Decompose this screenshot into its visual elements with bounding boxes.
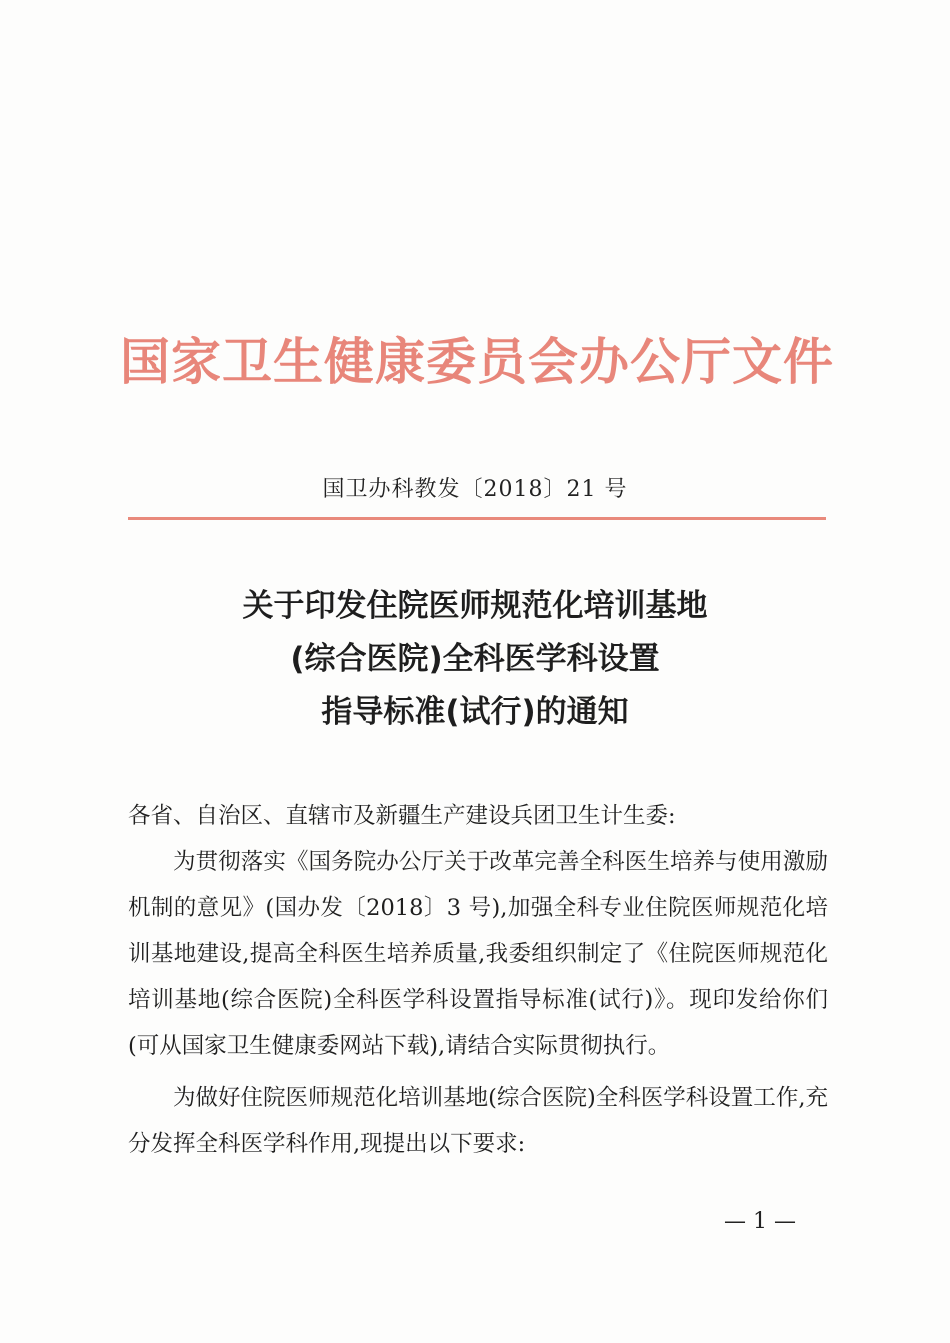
document-title [0,580,950,739]
document-number: 国卫办科教发〔2018〕21 号 [322,477,628,502]
page-number: — 1 — [724,1209,796,1234]
red-divider-line [128,517,826,520]
title-line-3: 指导标准(试行)的通知 [321,694,629,730]
salutation: 各省、自治区、直辖市及新疆生产建设兵团卫生计生委: [128,803,676,829]
document-body [128,793,828,1167]
body-paragraph-2: 为做好住院医师规范化培训基地(综合医院)全科医学科设置工作,充分发挥全科医学科作用,现提出以下要求: [128,1085,828,1157]
issuer-masthead: 国家卫生健康委员会办公厅文件 [120,333,834,391]
title-line-1: 关于印发住院医师规范化培训基地 [242,588,708,624]
body-paragraph-1: 为贯彻落实《国务院办公厅关于改革完善全科医生培养与使用激励机制的意见》(国办发〔2018〕3 号),加强全科专业住院医师规范化培训基地建设,提高全科医生培养质量,我委组织制定了《住院医师规范化培训基地(综合医院)全科医学科设置指导标准(试行)》。现印发给你们(可从国家卫生健康委网站下载),请结合实际贯彻执行。 [128,849,828,1059]
title-line-2: (综合医院)全科医学科设置 [290,641,660,677]
